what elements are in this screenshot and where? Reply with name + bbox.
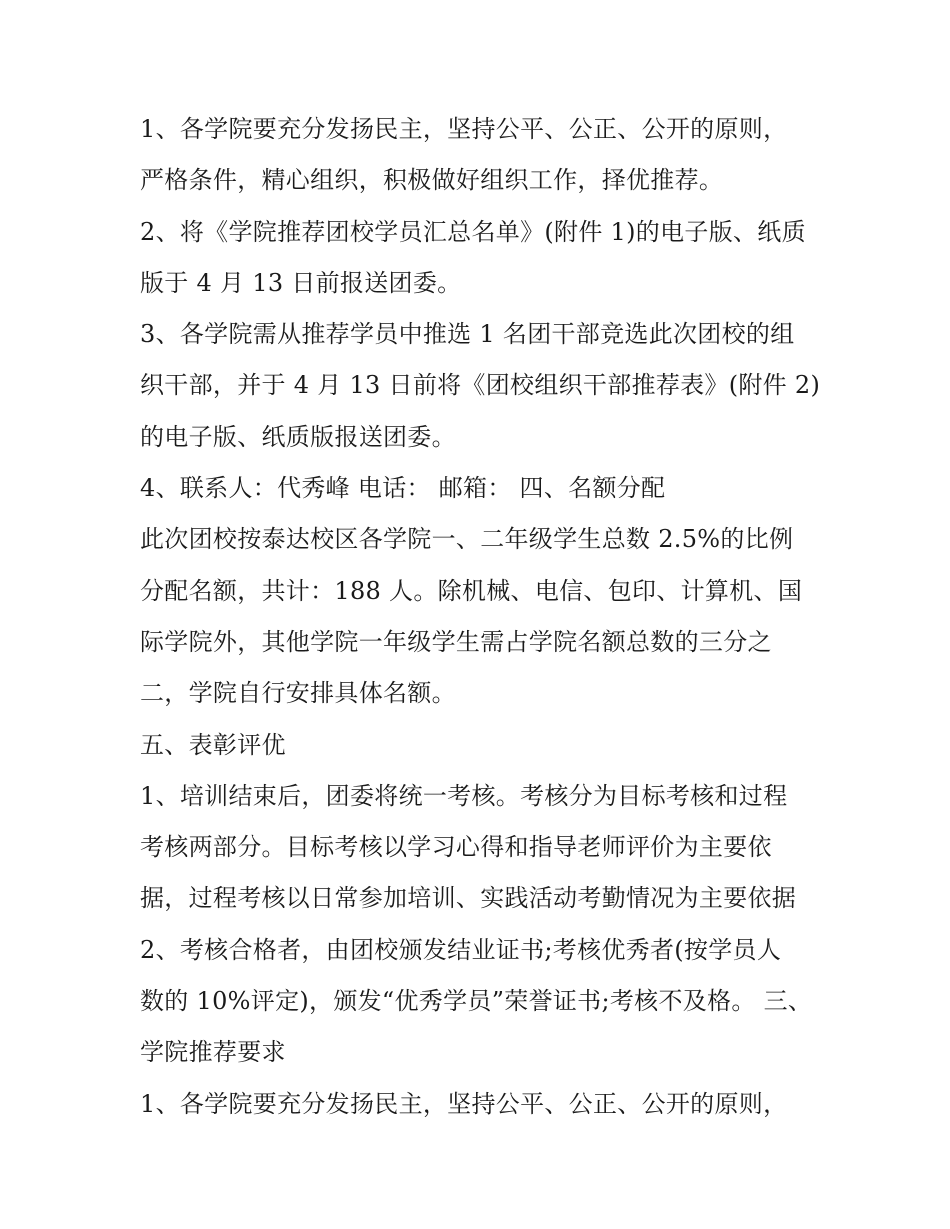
text-line-16: 据，过程考核以日常参加培训、实践活动考勤情况为主要依据 [140, 884, 797, 913]
text-line-11: 际学院外，其他学院一年级学生需占学院名额总数的三分之 [140, 627, 772, 656]
text-line-19: 学院推荐要求 [140, 1038, 286, 1067]
text-line-5: 3、各学院需从推荐学员中推选 1 名团干部竞选此次团校的组 [140, 320, 795, 349]
text-line-12: 二，学院自行安排具体名额。 [140, 679, 456, 708]
text-line-9: 此次团校按泰达校区各学院一、二年级学生总数 2.5%的比例 [140, 525, 794, 554]
text-line-18: 数的 10%评定)，颁发“优秀学员”荣誉证书;考核不及格。 三、 [140, 987, 813, 1016]
section-heading-5: 五、表彰评优 [140, 730, 286, 759]
text-line-10: 分配名额，共计：188 人。除机械、电信、包印、计算机、国 [140, 576, 803, 605]
text-line-15: 考核两部分。目标考核以学习心得和指导老师评价为主要依 [140, 833, 772, 862]
text-line-2: 严格条件，精心组织，积极做好组织工作，择优推荐。 [140, 166, 724, 195]
text-line-8: 4、联系人：代秀峰 电话： 邮箱： 四、名额分配 [140, 474, 666, 503]
text-line-17: 2、考核合格者，由团校颁发结业证书;考核优秀者(按学员人 [140, 935, 782, 964]
text-line-6: 织干部，并于 4 月 13 日前将《团校组织干部推荐表》(附件 2) [140, 371, 821, 400]
text-line-1: 1、各学院要充分发扬民主，坚持公平、公正、公开的原则， [140, 115, 788, 143]
text-line-7: 的电子版、纸质版报送团委。 [140, 422, 456, 451]
document-body [140, 104, 820, 1130]
text-line-14: 1、培训结束后，团委将统一考核。考核分为目标考核和过程 [140, 781, 788, 810]
text-line-20: 1、各学院要充分发扬民主，坚持公平、公正、公开的原则， [140, 1089, 788, 1118]
text-line-4: 版于 4 月 13 日前报送团委。 [140, 268, 462, 297]
text-line-3: 2、将《学院推荐团校学员汇总名单》(附件 1)的电子版、纸质 [140, 217, 806, 246]
